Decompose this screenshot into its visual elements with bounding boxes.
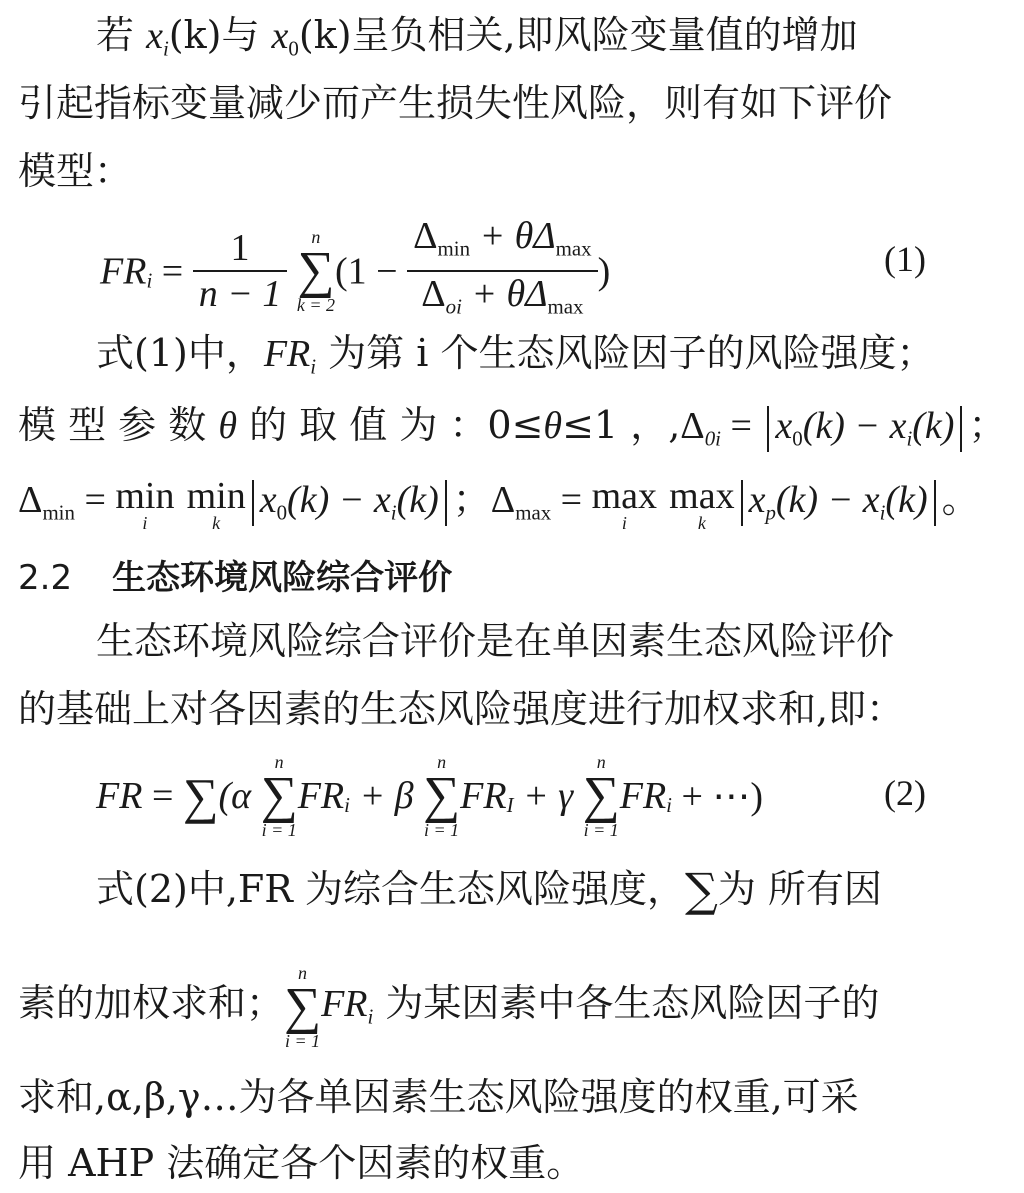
delta: Δ xyxy=(18,479,43,521)
para2-line1 xyxy=(96,330,1024,389)
para4-sum xyxy=(284,963,321,1051)
eq1-fraction-1 xyxy=(193,226,288,316)
math-fr: FR xyxy=(321,983,368,1025)
sub: min xyxy=(42,500,75,525)
abs-bar xyxy=(741,480,743,526)
sub: i xyxy=(310,354,317,379)
para4-line3: 求和,α,β,γ…为各单因素生态风险强度的权重,可采 xyxy=(18,1075,859,1119)
math-fr: FR xyxy=(297,775,345,817)
text: + β xyxy=(349,775,414,817)
sum-upper: n xyxy=(437,752,447,772)
sigma-symbol: ∑ xyxy=(684,863,718,917)
sub: max xyxy=(555,236,592,261)
abs-bar xyxy=(960,406,962,452)
math-x: x xyxy=(748,479,766,521)
para3-line1: 生态环境风险综合评价是在单因素生态风险评价 xyxy=(96,619,895,663)
text: + θΔ xyxy=(461,273,548,316)
text: min xyxy=(186,475,246,517)
text: 为某因素中各生态风险因子的 xyxy=(373,981,880,1025)
math-theta: θ xyxy=(543,405,563,447)
text: 为 所有因 xyxy=(717,867,882,911)
sub: p xyxy=(765,500,776,525)
text: (α xyxy=(218,775,252,817)
sub: 0i xyxy=(704,426,721,451)
text: (k) − xyxy=(287,479,374,521)
min-operator xyxy=(115,475,175,533)
sub: i xyxy=(390,500,397,525)
sub: oi xyxy=(445,294,462,319)
sub: i xyxy=(344,793,350,818)
eq2-sum-1 xyxy=(261,752,298,840)
text: ； xyxy=(968,403,1007,447)
math-x: x xyxy=(889,405,907,447)
eq1-close: ) xyxy=(597,250,611,293)
text: 若 xyxy=(96,13,147,57)
section-heading xyxy=(18,556,452,600)
equation-2-number: (2) xyxy=(884,773,926,813)
math-sub: 0 xyxy=(288,36,299,61)
equation-1-number: (1) xyxy=(884,239,926,279)
max-operator xyxy=(591,475,658,533)
sub: k xyxy=(697,513,706,533)
math-x: x xyxy=(862,479,880,521)
text: + ⋯) xyxy=(671,775,764,818)
sigma-symbol: ∑ xyxy=(182,768,219,824)
sub: i xyxy=(142,513,148,533)
eq1-lhs: FR xyxy=(100,250,147,293)
abs-bar xyxy=(934,480,936,526)
text: 为第 i 个生态风险因子的风险强度； xyxy=(316,331,935,375)
text: 素的加权求和； xyxy=(18,981,285,1025)
eq1-lhs-sub: i xyxy=(146,268,153,293)
math-fr: FR xyxy=(263,333,311,375)
sum-upper: n xyxy=(298,962,308,983)
text: (k) xyxy=(885,479,928,521)
sub: i xyxy=(666,793,672,818)
para4-line4: 用 AHP 法确定各个因素的权重。 xyxy=(18,1141,585,1185)
equals: = xyxy=(720,405,762,447)
text: min xyxy=(115,475,175,517)
math-theta: θ xyxy=(218,405,237,447)
text: (k) − xyxy=(775,479,863,521)
math-sub: i xyxy=(162,36,169,61)
math-x: x xyxy=(373,479,391,521)
math-fr: FR xyxy=(460,775,507,817)
text: + θΔ xyxy=(470,215,556,257)
math-x: x xyxy=(259,479,277,521)
text: (k) − xyxy=(802,405,890,447)
para3-line2: 的基础上对各因素的生态风险强度进行加权求和,即： xyxy=(18,687,905,731)
sum-lower: i = 1 xyxy=(284,1030,321,1051)
abs-bar xyxy=(767,406,769,452)
sum-lower: i = 1 xyxy=(261,820,297,840)
text: (k) xyxy=(912,405,955,447)
sum-lower: i = 1 xyxy=(583,820,619,840)
equals: = xyxy=(74,479,116,521)
sub: i xyxy=(367,1004,374,1029)
section-number: 2.2 xyxy=(18,558,73,598)
sigma-symbol: ∑ xyxy=(284,977,322,1035)
sub: 0 xyxy=(276,500,288,525)
eq2-lhs: FR xyxy=(96,775,143,817)
delta: Δ xyxy=(680,405,705,447)
para2-line2 xyxy=(18,402,1007,461)
equation-1 xyxy=(100,214,610,329)
sub: i xyxy=(621,513,627,533)
text: (k) xyxy=(396,479,439,521)
eq1-sum xyxy=(297,227,335,315)
text: 模 型 参 数 xyxy=(18,403,219,447)
delta: Δ xyxy=(490,479,516,521)
text: ； xyxy=(452,477,491,521)
text: ≤1 ，, xyxy=(562,403,681,447)
sub: max xyxy=(547,294,584,319)
text: max xyxy=(669,475,735,517)
eq1-equals: = xyxy=(152,250,193,293)
sub: 0 xyxy=(792,426,803,451)
math-fr: FR xyxy=(619,775,667,817)
sum-lower: i = 1 xyxy=(424,820,460,840)
math-x: x xyxy=(775,405,793,447)
para1-line1 xyxy=(96,12,1024,71)
text: 式(2)中,FR 为综合生态风险强度， xyxy=(96,867,685,911)
abs-bar xyxy=(445,480,447,526)
sub: min xyxy=(437,236,471,261)
text: (k)呈负相关,即风险变量值的增加 xyxy=(298,13,858,57)
sub: k xyxy=(212,513,221,533)
eq1-fraction-2 xyxy=(407,214,598,329)
sum-lower: k = 2 xyxy=(296,295,335,316)
text: 的 取 值 为 ：0≤ xyxy=(237,403,544,447)
text: max xyxy=(591,475,658,517)
math-x0: x xyxy=(271,15,289,57)
text: 。 xyxy=(941,477,980,521)
delta: Δ xyxy=(421,273,446,316)
delta: Δ xyxy=(413,215,438,257)
sub: I xyxy=(506,793,514,818)
para1-line3: 模型： xyxy=(18,149,133,193)
equation-2 xyxy=(96,752,763,840)
eq2-equals: = xyxy=(142,775,183,817)
para2-line3 xyxy=(18,475,980,535)
text: (k)与 xyxy=(168,13,272,57)
para4-line1 xyxy=(96,863,946,917)
para1-line2: 引起指标变量减少而产生损失性风险，则有如下评价 xyxy=(18,81,893,125)
max-operator xyxy=(669,475,735,533)
min-operator xyxy=(186,475,246,533)
equals: = xyxy=(551,479,592,521)
sum-upper: n xyxy=(274,752,284,772)
section-title: 生态环境风险综合评价 xyxy=(112,558,453,598)
sum-upper: n xyxy=(596,752,606,772)
sigma-symbol: ∑ xyxy=(260,767,298,824)
sub: i xyxy=(879,500,886,525)
eq2-sum-2 xyxy=(423,752,460,840)
text: + γ xyxy=(513,775,574,817)
eq1-frac-den: n − 1 xyxy=(198,273,282,316)
sub: max xyxy=(515,500,552,525)
abs-bar xyxy=(252,480,254,526)
text: 式(1)中， xyxy=(96,331,264,375)
sigma-symbol: ∑ xyxy=(582,767,620,824)
sum-upper: n xyxy=(311,227,321,248)
sub: i xyxy=(906,426,913,451)
sigma-symbol: ∑ xyxy=(297,242,335,300)
math-x: x xyxy=(146,15,163,57)
eq2-sum-3 xyxy=(583,752,620,840)
eq1-open: (1 − xyxy=(334,250,408,293)
para4-line2 xyxy=(18,958,946,1051)
sigma-symbol: ∑ xyxy=(423,767,461,824)
eq1-frac-num: 1 xyxy=(193,226,288,272)
